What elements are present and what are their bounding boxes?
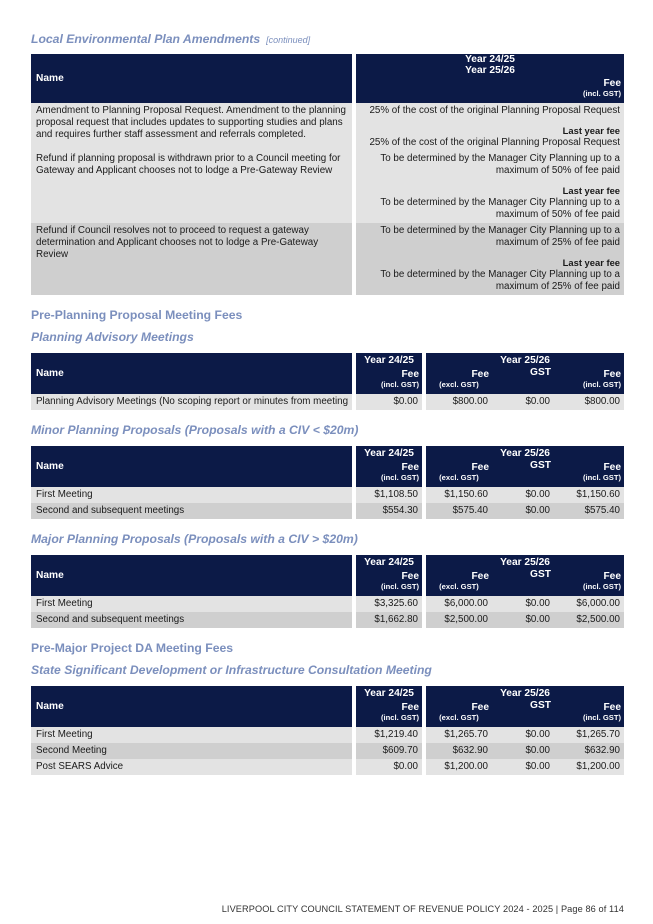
subsection-title: Major Planning Proposals (Proposals with a CIV > $20m) xyxy=(31,532,358,546)
table-row xyxy=(31,151,624,223)
col-fees-header: Year 24/25Year 25/26 xyxy=(352,54,624,76)
minor-table: Name Year 24/25 Year 25/26 Fee Fee GST Fee (incl. GST) (excl. GST) (incl. GST) First Meeting $1,108.50 $1,150.60 $0.00 $1,150.60 Second and subsequent meetings $554.30 $575.40 $0.00 $575.40 xyxy=(31,446,624,519)
table-row: Post SEARS Advice $0.00 $1,200.00 $0.00 $1,200.00 xyxy=(31,759,624,775)
section-title: Pre-Planning Proposal Meeting Fees xyxy=(31,308,243,322)
page-content xyxy=(31,30,624,775)
fee-name: Refund if Council resolves not to proceed to request a gateway determination and Applicant chooses not to lodge a Pre-Gateway Review xyxy=(31,223,352,295)
table-row xyxy=(31,223,624,295)
fee-name: Refund if planning proposal is withdrawn prior to a Council meeting for Gateway and Applicant chooses not to lodge a Pre-Gateway Review xyxy=(31,151,352,223)
fee-name: Amendment to Planning Proposal Request. Amendment to the planning proposal request that includes updates to supporting studies and plans and requires further staff assessment and referrals completed. xyxy=(31,103,352,151)
last-year-value: To be determined by the Manager City Planning up to a maximum of 25% of fee paid xyxy=(380,269,620,292)
table-row: First Meeting $1,108.50 $1,150.60 $0.00 $1,150.60 xyxy=(31,487,624,503)
table-row: Second and subsequent meetings $554.30 $575.40 $0.00 $575.40 xyxy=(31,503,624,519)
fee-value: 25% of the cost of the original Planning Proposal Request xyxy=(369,105,620,116)
section-title: Local Environmental Plan Amendments xyxy=(31,32,261,46)
ssd-table: Name Year 24/25 Year 25/26 Fee Fee GST Fee (incl. GST) (excl. GST) (incl. GST) First Meeting $1,219.40 $1,265.70 $0.00 $1,265.70 Second Meeting $609.70 $632.90 $0.00 $632.90 Post SEARS Advice $0.00 $1,200.00 $0.00 $1,200.00 xyxy=(31,686,624,775)
table-row: First Meeting $1,219.40 $1,265.70 $0.00 $1,265.70 xyxy=(31,727,624,743)
subsection-title: State Significant Development or Infrastructure Consultation Meeting xyxy=(31,663,432,677)
fee-value: To be determined by the Manager City Planning up to a maximum of 25% of fee paid xyxy=(380,225,620,248)
section-title: Pre-Major Project DA Meeting Fees xyxy=(31,641,234,655)
last-year-label: Last year fee xyxy=(562,257,620,268)
page-footer: LIVERPOOL CITY COUNCIL STATEMENT OF REVENUE POLICY 2024 - 2025 | Page 86 of 114 xyxy=(221,904,624,914)
advisory-table: Name Year 24/25 Year 25/26 Fee Fee GST Fee (incl. GST) (excl. GST) (incl. GST) Planning Advisory Meetings (No scoping report or minutes from meeting $0.00 $800.00 $0.00 $800.00 xyxy=(31,353,624,410)
col-name: Name xyxy=(31,54,352,103)
col-year-curr: Year 25/26 xyxy=(422,353,624,367)
col-name: Name xyxy=(31,353,352,394)
last-year-label: Last year fee xyxy=(562,125,620,136)
table-row xyxy=(31,103,624,151)
last-year-value: 25% of the cost of the original Planning Proposal Request xyxy=(369,137,620,148)
table-row: Second and subsequent meetings $1,662.80 $2,500.00 $0.00 $2,500.00 xyxy=(31,612,624,628)
major-table: Name Year 24/25 Year 25/26 Fee Fee GST Fee (incl. GST) (excl. GST) (incl. GST) First Meeting $3,325.60 $6,000.00 $0.00 $6,000.00 Second and subsequent meetings $1,662.80 $2,500.00 $0.00 $2,500.00 xyxy=(31,555,624,628)
continued-note: [continued] xyxy=(266,35,311,45)
subsection-title: Planning Advisory Meetings xyxy=(31,330,194,344)
table-row: Planning Advisory Meetings (No scoping report or minutes from meeting $0.00 $800.00 $0.00 $800.00 xyxy=(31,394,624,410)
col-year-prev: Year 24/25 xyxy=(352,353,422,367)
lep-heading xyxy=(31,30,624,47)
last-year-value: To be determined by the Manager City Planning up to a maximum of 50% of fee paid xyxy=(380,197,620,220)
col-fee: Fee xyxy=(352,76,624,89)
subsection-title: Minor Planning Proposals (Proposals with a CIV < $20m) xyxy=(31,423,359,437)
fee-value: To be determined by the Manager City Planning up to a maximum of 50% of fee paid xyxy=(380,153,620,176)
lep-table xyxy=(31,54,624,295)
last-year-label: Last year fee xyxy=(562,185,620,196)
table-row: First Meeting $3,325.60 $6,000.00 $0.00 $6,000.00 xyxy=(31,596,624,612)
col-fee-unit: (incl. GST) xyxy=(352,89,624,103)
table-row: Second Meeting $609.70 $632.90 $0.00 $632.90 xyxy=(31,743,624,759)
